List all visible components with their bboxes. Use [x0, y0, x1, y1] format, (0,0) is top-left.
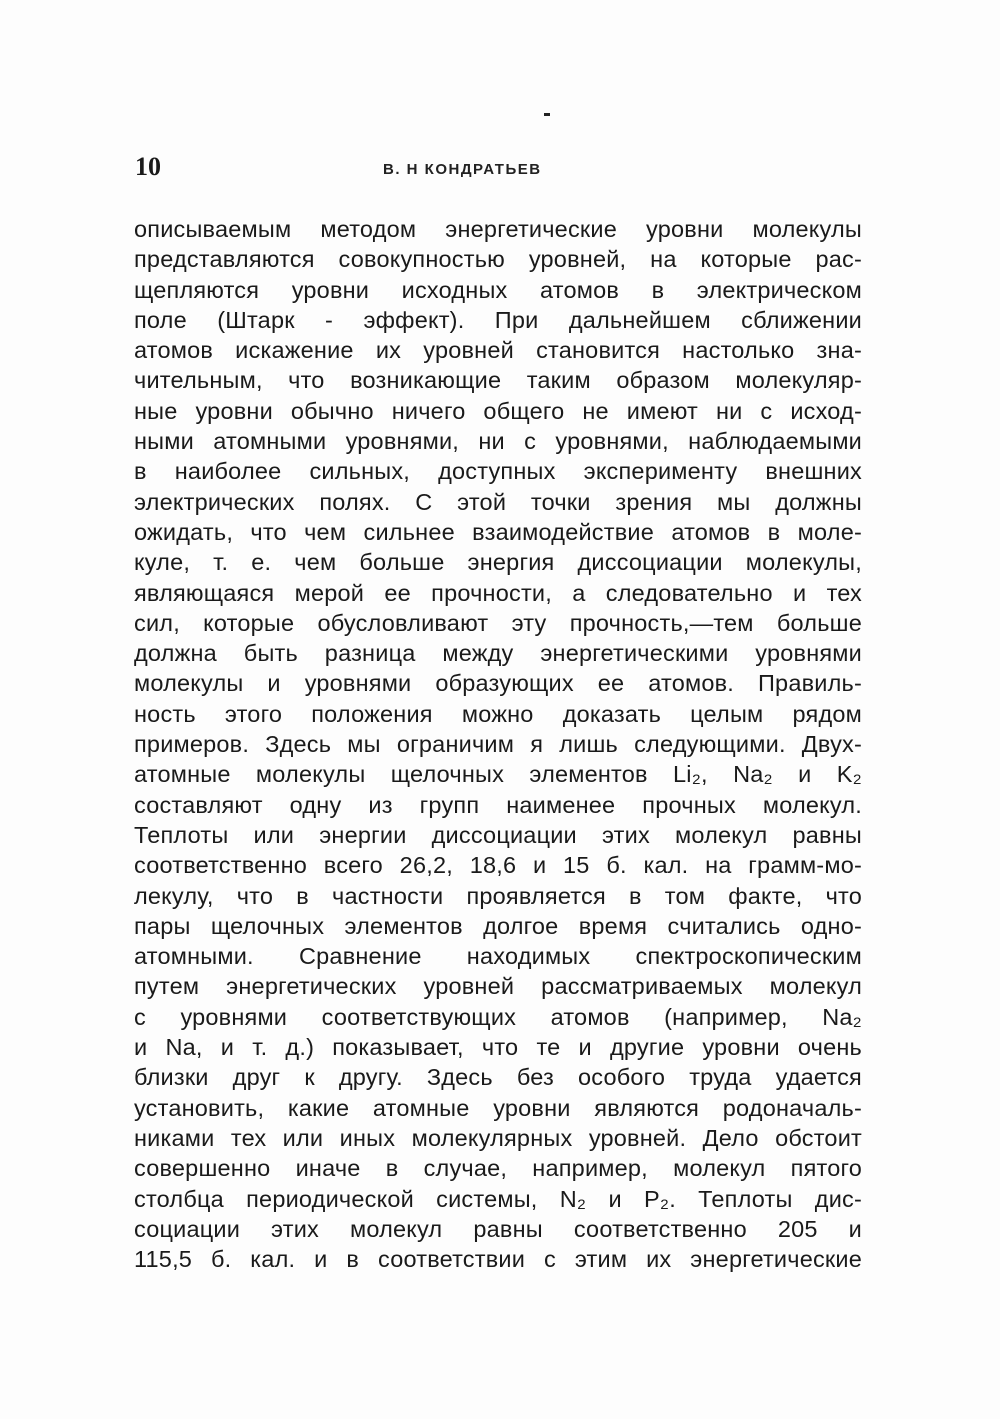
text-line: молекулы и уровнями образующих ее атомов. Правиль-	[134, 670, 862, 697]
text-line: с уровнями соответствующих атомов (например, Na₂	[134, 1003, 862, 1030]
text-line: электрических полях. С этой точки зрения мы должны	[134, 488, 862, 515]
text-line: совершенно иначе в случае, например, молекул пятого	[134, 1155, 862, 1182]
text-line: ожидать, что чем сильнее взаимодействие атомов в моле-	[134, 518, 862, 545]
text-line: сил, которые обусловливают эту прочность,—тем больше	[134, 609, 862, 636]
text-line: установить, какие атомные уровни являются родоначаль-	[134, 1094, 862, 1121]
text-line: атомными. Сравнение находимых спектроскопическим	[134, 943, 862, 970]
text-line: 115,5 б. кал. и в соответствии с этим их энергетические	[134, 1246, 862, 1273]
running-head-author: В. Н КОНДРАТЬЕВ	[383, 161, 542, 178]
text-line: представляются совокупностью уровней, на которые рас-	[134, 246, 862, 273]
scan-speck	[544, 113, 550, 116]
text-line: соответственно всего 26,2, 18,6 и 15 б. кал. на грамм-мо-	[134, 852, 862, 879]
text-line: путем энергетических уровней рассматриваемых молекул	[134, 973, 862, 1000]
text-line: куле, т. е. чем больше энергия диссоциации молекулы,	[134, 549, 862, 576]
text-line: в наиболее сильных, доступных эксперименту внешних	[134, 458, 862, 485]
text-line: чительным, что возникающие таким образом молекуляр-	[134, 367, 862, 394]
page-number: 10	[135, 152, 161, 181]
text-line: ными атомными уровнями, ни с уровнями, наблюдаемыми	[134, 428, 862, 455]
text-line: пары щелочных элементов долгое время считались одно-	[134, 912, 862, 939]
text-line: примеров. Здесь мы ограничим я лишь следующими. Двух-	[134, 731, 862, 758]
text-line: атомов искажение их уровней становится настолько зна-	[134, 337, 862, 364]
text-line: социации этих молекул равны соответственно 205 и	[134, 1215, 862, 1242]
text-line: поле (Штарк - эффект). При дальнейшем сближении	[134, 306, 862, 333]
text-line: щепляются уровни исходных атомов в электрическом	[134, 276, 862, 303]
text-line: должна быть разница между энергетическими уровнями	[134, 640, 862, 667]
text-line: столбца периодической системы, N₂ и P₂. Теплоты дис-	[134, 1185, 862, 1212]
text-line: и Na, и т. д.) показывает, что те и другие уровни очень	[134, 1034, 862, 1061]
text-line: близки друг к другу. Здесь без особого труда удается	[134, 1064, 862, 1091]
page-header	[135, 152, 865, 186]
body-paragraph	[134, 214, 862, 1274]
text-line: атомные молекулы щелочных элементов Li₂, Na₂ и K₂	[134, 761, 862, 788]
text-line: никами тех или иных молекулярных уровней. Дело обстоит	[134, 1124, 862, 1151]
text-line: ные уровни обычно ничего общего не имеют ни с исход-	[134, 397, 862, 424]
text-line: являющаяся мерой ее прочности, а следовательно и тех	[134, 579, 862, 606]
text-line: лекулу, что в частности проявляется в том факте, что	[134, 882, 862, 909]
text-line: ность этого положения можно доказать целым рядом	[134, 700, 862, 727]
text-line: описываемым методом энергетические уровни молекулы	[134, 216, 862, 242]
text-line: составляют одну из групп наименее прочных молекул.	[134, 791, 862, 818]
text-line: Теплоты или энергии диссоциации этих молекул равны	[134, 821, 862, 848]
